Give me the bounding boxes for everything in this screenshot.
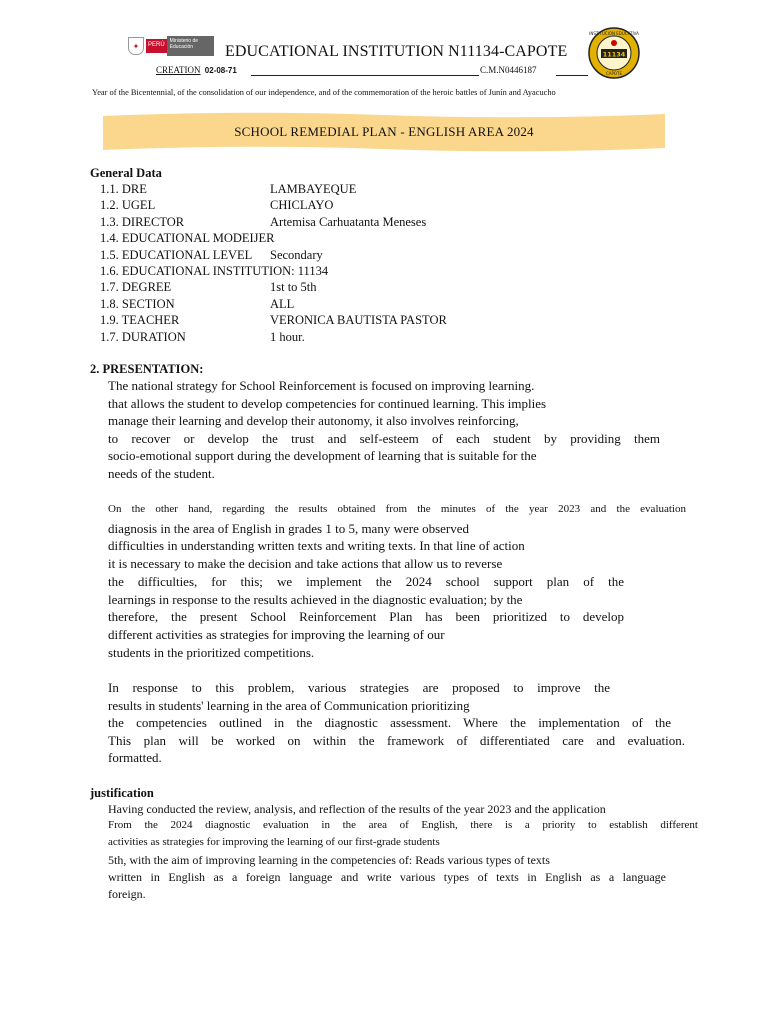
- paragraph-line: difficulties in understanding written texts and writing texts. In that line of action: [108, 538, 525, 554]
- seal-top-text: INSTITUCIÓN EDUCATIVA: [589, 31, 639, 36]
- paragraph-line: Having conducted the review, analysis, and reflection of the results of the year 2023 and the application: [108, 802, 606, 816]
- paragraph-line: results in students' learning in the area of Communication prioritizing: [108, 697, 470, 713]
- general-data-label: 1.6. EDUCATIONAL INSTITUTION: 11134: [100, 264, 329, 278]
- creation-underline: [251, 75, 479, 76]
- year-motto: Year of the Bicentennial, of the consolidation of our independence, and of the commemoration of the heroic battles of Junín and Ayacucho: [92, 88, 556, 97]
- general-data-row: [100, 231, 275, 246]
- general-data-row: [100, 264, 328, 279]
- paragraph-line: written in English as a foreign language and write various types of texts in English as a language: [108, 870, 666, 884]
- creation-row: [156, 65, 588, 75]
- ministry-label: Ministerio de Educación: [167, 36, 214, 56]
- ministry-logo: [128, 36, 214, 56]
- general-data-label: 1.5. EDUCATIONAL LEVEL: [100, 247, 253, 262]
- general-data-row: [100, 214, 427, 230]
- paragraph-line: activities as strategies for improving the learning of our first-grade students: [108, 836, 440, 848]
- paragraph-line: diagnosis in the area of English in grades 1 to 5, many were observed: [108, 520, 470, 536]
- paragraph-line: This plan will be worked on within the framework of differentiated care and evaluation.: [108, 732, 685, 748]
- creation-label: CREATION: [156, 65, 201, 75]
- institution-title: EDUCATIONAL INSTITUTION N11134-CAPOTE: [225, 43, 568, 60]
- general-data-label: 1.4. EDUCATIONAL MODEIJER: [100, 231, 275, 246]
- general-data-value: Artemisa Carhuatanta Meneses: [270, 214, 427, 229]
- paragraph-line: it is necessary to make the decision and take actions that allow us to reverse: [108, 556, 503, 572]
- paragraph-line: socio-emotional support during the development of learning that is suitable for the: [108, 448, 537, 464]
- general-data-label: 1.2. UGEL: [100, 198, 156, 213]
- general-data-value: Secondary: [270, 247, 323, 262]
- paragraph-line: formatted.: [108, 750, 162, 766]
- cm-underline: [556, 75, 588, 76]
- paragraph-line: the difficulties, for this; we implement the 2024 school support plan of the: [108, 573, 624, 589]
- general-data-label: 1.8. SECTION: [100, 296, 175, 311]
- paragraph-line: different activities as strategies for improving the learning of our: [108, 626, 445, 642]
- general-data-value: LAMBAYEQUE: [270, 182, 357, 196]
- paragraph-line: On the other hand, regarding the results obtained from the minutes of the year 2023 and the evaluation: [108, 503, 686, 515]
- cm-label: C.M.N0446187: [480, 65, 537, 75]
- general-data-row: [100, 313, 447, 328]
- paragraph-line: The national strategy for School Reinforcement is focused on improving learning.: [108, 378, 535, 393]
- general-data-label: 1.7. DEGREE: [100, 280, 172, 295]
- paragraph-line: From the 2024 diagnostic evaluation in the area of English, there is a priority to establish different: [108, 819, 698, 831]
- presentation-heading: 2. PRESENTATION:: [90, 362, 204, 376]
- paragraph-line: students in the prioritized competitions.: [108, 644, 315, 660]
- general-data-heading: General Data: [90, 166, 162, 180]
- general-data-row: [100, 296, 295, 312]
- paragraph-line: foreign.: [108, 887, 146, 901]
- general-data-row: [100, 247, 323, 263]
- seal-number: 11134: [602, 50, 626, 59]
- paragraph-line: that allows the student to develop competencies for continued learning. This implies: [108, 395, 547, 411]
- paragraph-line: needs of the student.: [108, 466, 215, 481]
- general-data-value: ALL: [270, 296, 295, 311]
- paragraph-line: to recover or develop the trust and self-esteem of each student by providing them: [108, 430, 660, 446]
- general-data-row: [100, 280, 317, 295]
- seal-bottom-text: CAPOTE: [605, 71, 623, 76]
- paragraph-line: 5th, with the aim of improving learning in the competencies of: Reads various types of texts: [108, 853, 550, 867]
- general-data-label: 1.7. DURATION: [100, 329, 186, 344]
- plan-title: SCHOOL REMEDIAL PLAN - ENGLISH AREA 2024: [234, 124, 534, 139]
- general-data-value: 1 hour.: [270, 329, 305, 344]
- country-label: PERÚ: [146, 39, 167, 53]
- creation-date: 02-08-71: [204, 66, 237, 75]
- general-data-label: 1.1. DRE: [100, 182, 147, 196]
- general-data-row: [100, 182, 357, 197]
- general-data-row: [100, 329, 305, 345]
- paragraph-line: manage their learning and develop their autonomy, it also involves reinforcing,: [108, 413, 519, 429]
- general-data-row: [100, 198, 334, 213]
- justification-heading: justification: [90, 786, 154, 800]
- general-data-value: VERONICA BAUTISTA PASTOR: [270, 313, 447, 328]
- coat-of-arms-icon: ✦: [128, 37, 144, 55]
- general-data-value: CHICLAYO: [270, 198, 334, 213]
- school-seal-icon: [588, 27, 640, 79]
- general-data-label: 1.3. DIRECTOR: [100, 214, 185, 229]
- general-data-value: 1st to 5th: [270, 280, 317, 295]
- paragraph-line: the competencies outlined in the diagnostic assessment. Where the implementation of the: [108, 715, 671, 731]
- general-data-label: 1.9. TEACHER: [100, 313, 180, 328]
- paragraph-line: learnings in response to the results achieved in the diagnostic evaluation; by the: [108, 591, 523, 607]
- paragraph-line: therefore, the present School Reinforcement Plan has been prioritized to develop: [108, 609, 624, 625]
- paragraph-line: In response to this problem, various strategies are proposed to improve the: [108, 680, 610, 695]
